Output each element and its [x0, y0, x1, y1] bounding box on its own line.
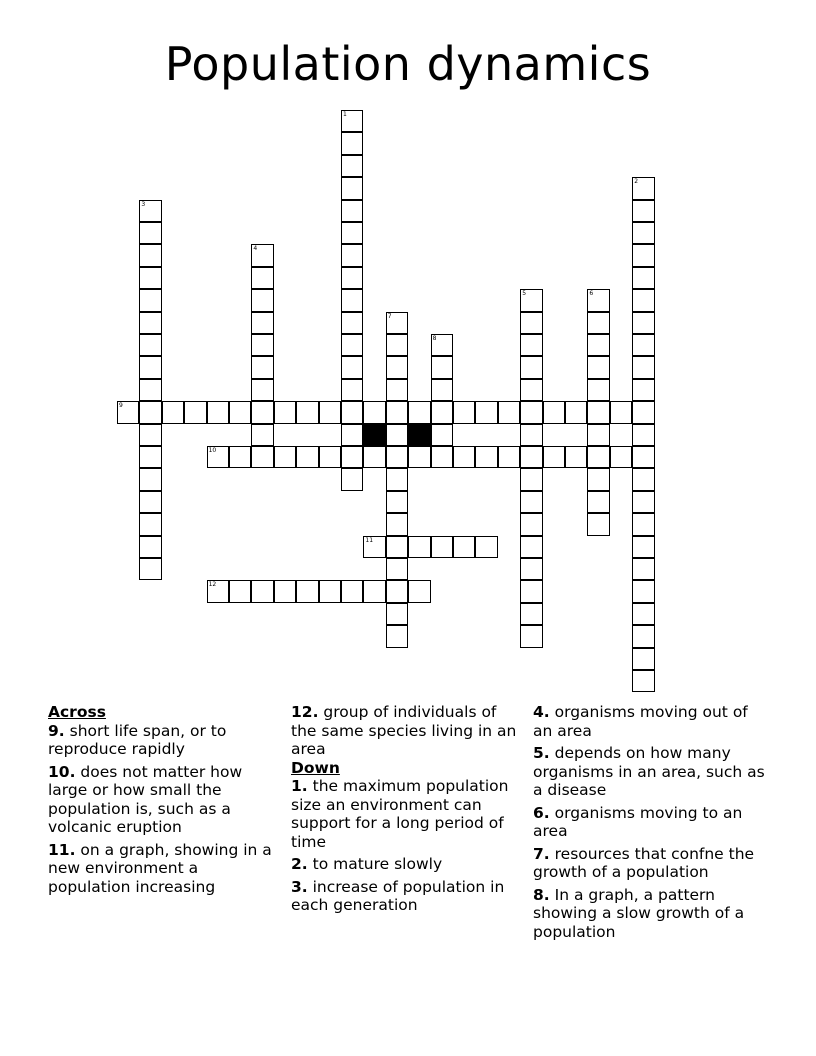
grid-cell[interactable] — [139, 200, 161, 222]
grid-cell[interactable] — [632, 513, 654, 535]
grid-cell[interactable] — [386, 580, 408, 602]
grid-cell[interactable] — [117, 401, 139, 423]
clue-down-8: 8. In a graph, a pattern showing a slow growth of a population — [533, 885, 745, 941]
grid-cell[interactable] — [341, 177, 363, 199]
grid-cell[interactable] — [341, 244, 363, 266]
grid-cell[interactable] — [363, 536, 385, 558]
grid-cell[interactable] — [520, 491, 542, 513]
grid-cell[interactable] — [498, 446, 520, 468]
grid-cell[interactable] — [587, 379, 609, 401]
grid-cell[interactable] — [632, 648, 654, 670]
clue-down-1: 1. the maximum population size an environment can support for a long period of time — [291, 777, 509, 851]
grid-cell[interactable] — [341, 468, 363, 490]
grid-cell[interactable] — [184, 401, 206, 423]
grid-cell[interactable] — [341, 312, 363, 334]
grid-cell[interactable] — [520, 513, 542, 535]
grid-cell[interactable] — [139, 424, 161, 446]
grid-cell[interactable] — [543, 401, 565, 423]
clue-number: 9 — [119, 402, 123, 410]
grid-cell[interactable] — [632, 468, 654, 490]
grid-cell[interactable] — [341, 222, 363, 244]
grid-cell[interactable] — [431, 379, 453, 401]
grid-cell[interactable] — [431, 401, 453, 423]
grid-cell[interactable] — [520, 446, 542, 468]
grid-cell[interactable] — [341, 267, 363, 289]
clue-number: 10 — [208, 447, 217, 454]
grid-cell[interactable] — [520, 625, 542, 647]
grid-cell[interactable] — [632, 491, 654, 513]
grid-cell[interactable] — [341, 132, 363, 154]
grid-cell[interactable] — [587, 289, 609, 311]
grid-cell[interactable] — [386, 401, 408, 423]
grid-cell[interactable] — [251, 379, 273, 401]
page-title: Population dynamics — [164, 37, 652, 91]
grid-cell[interactable] — [139, 401, 161, 423]
clue-column-1 — [48, 703, 280, 900]
grid-cell[interactable] — [274, 580, 296, 602]
clue-number: 7 — [387, 312, 392, 320]
grid-block — [408, 424, 430, 446]
grid-cell[interactable] — [520, 401, 542, 423]
clue-across-12: 12. group of individuals of the same species living in an area — [291, 703, 517, 758]
grid-cell[interactable] — [341, 155, 363, 177]
grid-cell[interactable] — [386, 625, 408, 647]
grid-cell[interactable] — [587, 491, 609, 513]
clue-number: 3 — [141, 200, 146, 208]
grid-cell[interactable] — [386, 536, 408, 558]
grid-cell[interactable] — [386, 424, 408, 446]
grid-cell[interactable] — [520, 334, 542, 356]
grid-cell[interactable] — [139, 222, 161, 244]
grid-cell[interactable] — [632, 536, 654, 558]
grid-cell[interactable] — [139, 446, 161, 468]
clue-down-4: 4. organisms moving out of an area — [533, 703, 748, 740]
grid-cell[interactable] — [408, 580, 430, 602]
grid-cell[interactable] — [475, 446, 497, 468]
grid-cell[interactable] — [251, 244, 273, 266]
clue-down-7: 7. resources that confne the growth of a population — [533, 844, 755, 881]
grid-cell[interactable] — [520, 536, 542, 558]
grid-cell[interactable] — [363, 401, 385, 423]
grid-cell[interactable] — [453, 401, 475, 423]
grid-cell[interactable] — [498, 401, 520, 423]
grid-cell[interactable] — [139, 536, 161, 558]
grid-cell[interactable] — [386, 334, 408, 356]
grid-cell[interactable] — [520, 312, 542, 334]
grid-cell[interactable] — [139, 312, 161, 334]
clue-number: 2 — [634, 178, 639, 186]
grid-cell[interactable] — [632, 356, 654, 378]
grid-cell[interactable] — [565, 401, 587, 423]
down-header: Down — [291, 758, 340, 777]
grid-cell[interactable] — [520, 424, 542, 446]
grid-cell[interactable] — [632, 558, 654, 580]
grid-cell[interactable] — [632, 334, 654, 356]
grid-cell[interactable] — [632, 222, 654, 244]
grid-cell[interactable] — [319, 446, 341, 468]
clue-down-5: 5. depends on how many organisms in an area, such as a disease — [533, 744, 765, 799]
grid-cell[interactable] — [296, 446, 318, 468]
grid-cell[interactable] — [632, 177, 654, 199]
grid-cell[interactable] — [386, 513, 408, 535]
grid-cell[interactable] — [139, 379, 161, 401]
grid-cell[interactable] — [274, 401, 296, 423]
grid-cell[interactable] — [632, 312, 654, 334]
grid-cell[interactable] — [587, 468, 609, 490]
grid-cell[interactable] — [251, 580, 273, 602]
grid-cell[interactable] — [341, 289, 363, 311]
grid-cell[interactable] — [251, 267, 273, 289]
grid-cell[interactable] — [565, 446, 587, 468]
grid-cell[interactable] — [139, 244, 161, 266]
grid-cell[interactable] — [632, 289, 654, 311]
grid-cell[interactable] — [632, 267, 654, 289]
grid-cell[interactable] — [632, 603, 654, 625]
grid-cell[interactable] — [341, 200, 363, 222]
grid-cell[interactable] — [386, 379, 408, 401]
grid-cell[interactable] — [139, 356, 161, 378]
grid-cell[interactable] — [632, 580, 654, 602]
grid-cell[interactable] — [632, 379, 654, 401]
grid-cell[interactable] — [207, 446, 229, 468]
grid-cell[interactable] — [274, 446, 296, 468]
grid-cell[interactable] — [543, 446, 565, 468]
clue-across-10: 10. does not matter how large or how small the population is, such as a volcanic eruption — [48, 762, 243, 836]
grid-cell[interactable] — [475, 401, 497, 423]
grid-cell[interactable] — [363, 580, 385, 602]
grid-cell[interactable] — [520, 356, 542, 378]
grid-cell[interactable] — [431, 446, 453, 468]
grid-cell[interactable] — [610, 401, 632, 423]
clue-number: 11 — [365, 536, 374, 544]
grid-cell[interactable] — [139, 334, 161, 356]
grid-cell[interactable] — [139, 468, 161, 490]
grid-cell[interactable] — [587, 334, 609, 356]
clue-column-3 — [533, 703, 765, 945]
grid-cell[interactable] — [207, 580, 229, 602]
grid-cell[interactable] — [386, 558, 408, 580]
grid-cell[interactable] — [386, 356, 408, 378]
grid-cell[interactable] — [341, 356, 363, 378]
grid-cell[interactable] — [139, 267, 161, 289]
grid-cell[interactable] — [587, 513, 609, 535]
clue-number: 1 — [343, 111, 347, 118]
grid-cell[interactable] — [139, 558, 161, 580]
grid-cell[interactable] — [296, 401, 318, 423]
grid-cell[interactable] — [251, 334, 273, 356]
clue-number: 12 — [208, 581, 217, 589]
grid-cell[interactable] — [632, 670, 654, 692]
clue-number: 5 — [522, 290, 527, 298]
grid-cell[interactable] — [632, 244, 654, 266]
grid-cell[interactable] — [251, 356, 273, 378]
grid-cell[interactable] — [632, 625, 654, 647]
clue-number: 4 — [253, 245, 258, 253]
grid-cell[interactable] — [520, 289, 542, 311]
grid-cell[interactable] — [610, 446, 632, 468]
grid-cell[interactable] — [587, 446, 609, 468]
grid-cell[interactable] — [139, 289, 161, 311]
grid-cell[interactable] — [139, 513, 161, 535]
grid-cell[interactable] — [587, 356, 609, 378]
clue-down-6: 6. organisms moving to an area — [533, 803, 743, 840]
grid-cell[interactable] — [632, 446, 654, 468]
grid-cell[interactable] — [520, 558, 542, 580]
grid-block — [363, 424, 385, 446]
grid-cell[interactable] — [408, 401, 430, 423]
grid-cell[interactable] — [386, 491, 408, 513]
grid-cell[interactable] — [229, 580, 251, 602]
grid-cell[interactable] — [632, 200, 654, 222]
grid-cell[interactable] — [251, 312, 273, 334]
grid-cell[interactable] — [386, 446, 408, 468]
grid-cell[interactable] — [162, 401, 184, 423]
grid-cell[interactable] — [453, 446, 475, 468]
grid-cell[interactable] — [386, 468, 408, 490]
clue-number: 8 — [432, 335, 437, 342]
grid-cell[interactable] — [341, 379, 363, 401]
grid-cell[interactable] — [251, 446, 273, 468]
grid-cell[interactable] — [431, 424, 453, 446]
grid-cell[interactable] — [386, 603, 408, 625]
grid-cell[interactable] — [520, 603, 542, 625]
grid-cell[interactable] — [341, 580, 363, 602]
grid-cell[interactable] — [207, 401, 229, 423]
grid-cell[interactable] — [341, 446, 363, 468]
across-header: Across — [48, 703, 106, 721]
grid-cell[interactable] — [431, 536, 453, 558]
grid-cell[interactable] — [587, 424, 609, 446]
grid-cell[interactable] — [632, 401, 654, 423]
clue-across-9: 9. short life span, or to reproduce rapidly — [48, 721, 227, 758]
grid-cell[interactable] — [319, 580, 341, 602]
grid-cell[interactable] — [431, 334, 453, 356]
clue-across-11: 11. on a graph, showing in a new environment a population increasing — [48, 840, 272, 896]
grid-cell[interactable] — [453, 536, 475, 558]
grid-cell[interactable] — [251, 424, 273, 446]
clue-down-3: 3. increase of population in each generation — [291, 877, 505, 914]
grid-cell[interactable] — [520, 468, 542, 490]
grid-cell[interactable] — [475, 536, 497, 558]
grid-cell[interactable] — [520, 580, 542, 602]
grid-cell[interactable] — [587, 401, 609, 423]
grid-cell[interactable] — [139, 491, 161, 513]
grid-cell[interactable] — [229, 446, 251, 468]
clue-number: 6 — [589, 290, 594, 298]
grid-cell[interactable] — [341, 401, 363, 423]
grid-cell[interactable] — [431, 356, 453, 378]
grid-cell[interactable] — [251, 289, 273, 311]
grid-cell[interactable] — [520, 379, 542, 401]
grid-cell[interactable] — [341, 334, 363, 356]
grid-cell[interactable] — [587, 312, 609, 334]
grid-cell[interactable] — [251, 401, 273, 423]
grid-cell[interactable] — [632, 424, 654, 446]
grid-cell[interactable] — [363, 446, 385, 468]
grid-cell[interactable] — [408, 446, 430, 468]
grid-cell[interactable] — [296, 580, 318, 602]
grid-cell[interactable] — [229, 401, 251, 423]
grid-cell[interactable] — [319, 401, 341, 423]
clue-column-2 — [291, 703, 523, 919]
grid-cell[interactable] — [386, 312, 408, 334]
grid-cell[interactable] — [341, 110, 363, 132]
grid-cell[interactable] — [408, 536, 430, 558]
clue-down-2: 2. to mature slowly — [291, 855, 443, 873]
grid-cell[interactable] — [341, 424, 363, 446]
